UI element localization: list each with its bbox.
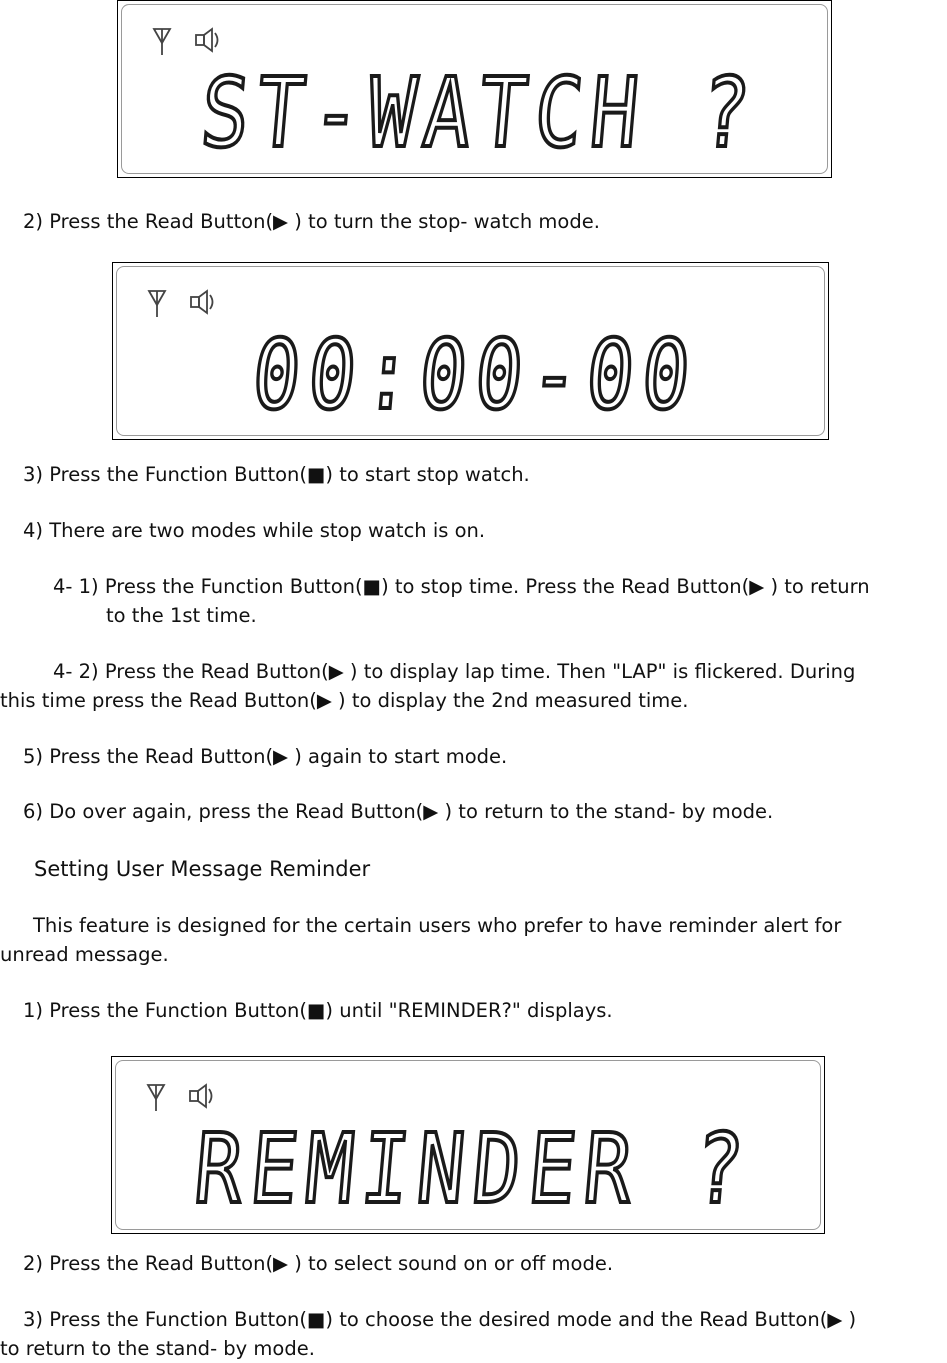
- stopwatch-step-4-2-line-2: this time press the Read Button(▶ ) to display the 2nd measured time.: [0, 689, 689, 712]
- stopwatch-step-4-1-line-2: to the 1st time.: [106, 604, 257, 627]
- lcd-text: REMINDER ?: [190, 1113, 756, 1225]
- lcd-status-icons: [150, 21, 240, 61]
- reminder-intro-line-1: This feature is designed for the certain users who prefer to have reminder alert for: [33, 914, 842, 937]
- reminder-step-3-line-1: 3) Press the Function Button(■) to choose the desired mode and the Read Button(▶ ): [23, 1308, 857, 1331]
- stopwatch-step-5: 5) Press the Read Button(▶ ) again to start mode.: [23, 745, 508, 768]
- reminder-intro-line-2: unread message.: [0, 943, 169, 966]
- stopwatch-step-3: 3) Press the Function Button(■) to start stop watch.: [23, 463, 530, 486]
- lcd-frame: [121, 4, 828, 174]
- lcd-display-reminder-prompt: [111, 1056, 825, 1234]
- speaker-icon: [190, 1085, 212, 1107]
- antenna-icon: [148, 1085, 164, 1111]
- lcd-text: 00:00-00: [248, 319, 703, 431]
- lcd-display-stopwatch-time: [112, 262, 829, 440]
- section-heading: Setting User Message Reminder: [34, 857, 371, 881]
- antenna-icon: [154, 29, 170, 55]
- lcd-frame: [115, 1060, 821, 1230]
- lcd-text: ST-WATCH ?: [196, 57, 763, 169]
- lcd-status-icons: [145, 283, 235, 323]
- stopwatch-step-4-2-line-1: 4- 2) Press the Read Button(▶ ) to display lap time. Then "LAP" is flickered. During: [53, 660, 856, 683]
- speaker-icon: [191, 291, 213, 313]
- lcd-display-stopwatch-prompt: [117, 0, 832, 178]
- stopwatch-step-4-1-line-1: 4- 1) Press the Function Button(■) to stop time. Press the Read Button(▶ ) to return: [53, 575, 870, 598]
- reminder-step-2: 2) Press the Read Button(▶ ) to select sound on or off mode.: [23, 1252, 614, 1275]
- stopwatch-step-2: 2) Press the Read Button(▶ ) to turn the stop- watch mode.: [23, 210, 600, 233]
- lcd-status-icons: [144, 1077, 234, 1117]
- stopwatch-step-4: 4) There are two modes while stop watch is on.: [23, 519, 486, 542]
- antenna-icon: [149, 291, 165, 317]
- speaker-icon: [196, 29, 218, 51]
- lcd-frame: [116, 266, 825, 436]
- reminder-step-3-line-2: to return to the stand- by mode.: [0, 1337, 315, 1360]
- stopwatch-step-6: 6) Do over again, press the Read Button(▶ ) to return to the stand- by mode.: [23, 800, 774, 823]
- reminder-step-1: 1) Press the Function Button(■) until "REMINDER?" displays.: [23, 999, 613, 1022]
